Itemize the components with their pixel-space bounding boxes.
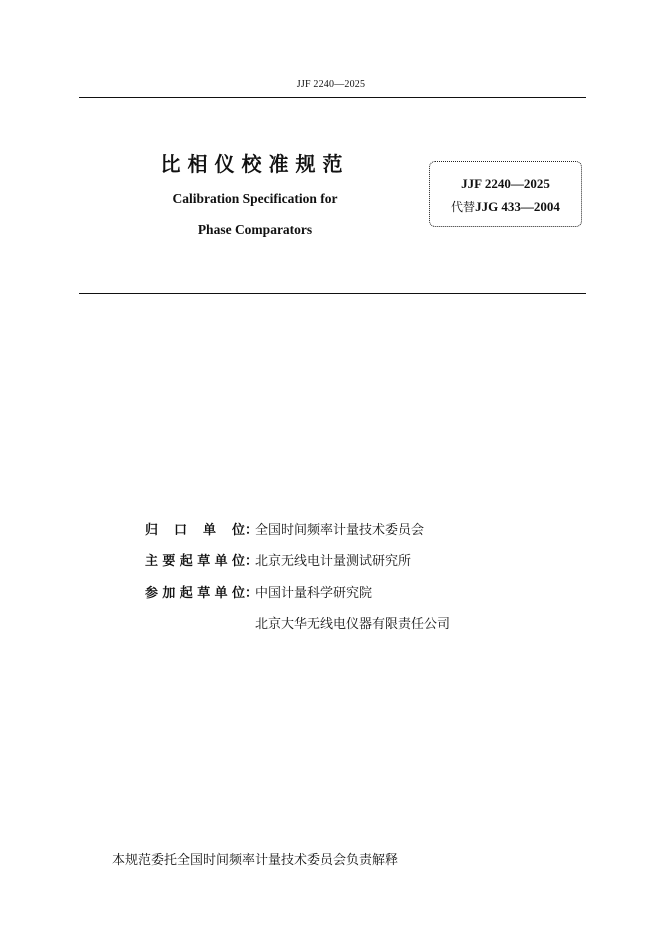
replaces-code-line [430, 198, 581, 215]
replaces-prefix: 代替 [451, 200, 476, 214]
title-english-line1: Calibration Specification for [172, 191, 338, 206]
participating-drafter-row [145, 582, 372, 601]
participating-drafter-row-2 [255, 613, 450, 632]
header-rule [79, 97, 586, 98]
title-english-line2: Phase Comparators [197, 222, 313, 237]
participating-drafter-value-2: 北京大华无线电仪器有限责任公司 [255, 617, 451, 632]
responsible-unit-row [145, 519, 424, 538]
title-block-rule [79, 293, 586, 294]
responsible-unit-value: 全国时间频率计量技术委员会 [255, 523, 425, 538]
main-drafter-label: 主要起草单位 [145, 554, 245, 569]
interpretation-note: 本规范委托全国时间频率计量技术委员会负责解释 [112, 853, 399, 868]
responsible-unit-label: 归口单位 [145, 523, 245, 538]
colon: ： [245, 554, 259, 569]
header-standard-code: JJF 2240—2025 [296, 79, 366, 90]
standard-code-box [429, 161, 582, 227]
main-drafter-row [145, 550, 411, 569]
colon: ： [245, 523, 259, 538]
title-chinese: 比相仪校准规范 [160, 152, 350, 176]
colon: ： [245, 586, 259, 601]
main-drafter-value: 北京无线电计量测试研究所 [255, 554, 412, 569]
replaces-code: JJG 433—2004 [475, 199, 560, 214]
participating-drafter-label: 参加起草单位 [145, 586, 245, 601]
standard-code: JJF 2240—2025 [461, 176, 550, 191]
participating-drafter-value-1: 中国计量科学研究院 [255, 586, 373, 601]
